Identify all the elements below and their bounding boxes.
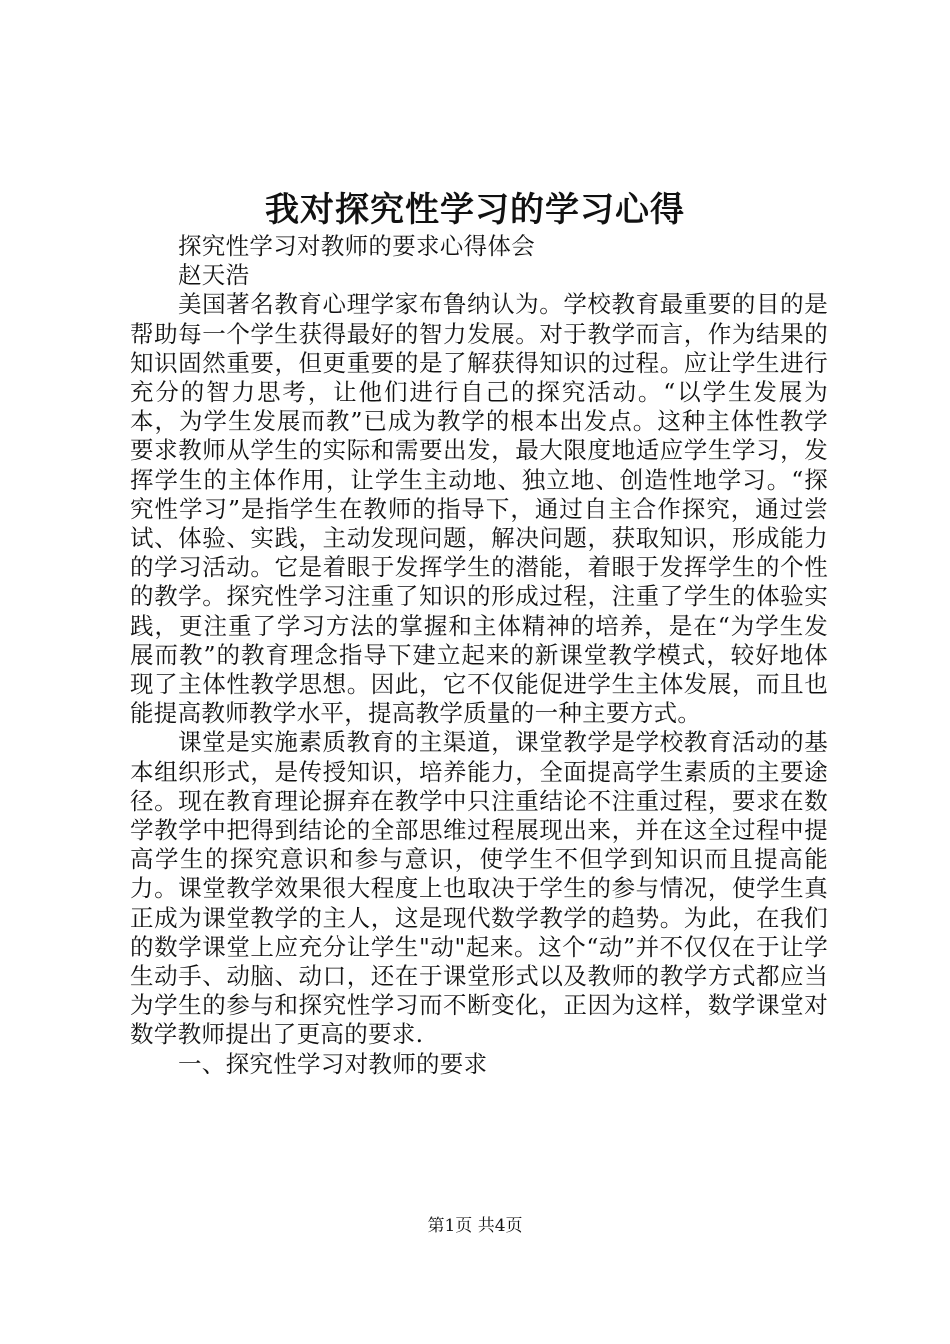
document-title: 我对探究性学习的学习心得 xyxy=(265,190,685,230)
paragraph-1: 美国著名教育心理学家布鲁纳认为。学校教育最重要的目的是帮助每一个学生获得最好的智力发展。对于教学而言，作为结果的知识固然重要，但更重要的是了解获得知识的过程。应让学生进行充分的智力思考，让他们进行自己的探究活动。“以学生发展为本，为学生发展而教”已成为教学的根本出发点。这种主体性教学要求教师从学生的实际和需要出发，最大限度地适应学生学习，发挥学生的主体作用，让学生主动地、独立地、创造性地学习。“探究性学习”是指学生在教师的指导下，通过自主合作探究，通过尝试、体验、实践，主动发现问题，解决问题，获取知识，形成能力的学习活动。它是着眼于发挥学生的潜能，着眼于发挥学生的个性的教学。探究性学习注重了知识的形成过程，注重了学生的体验实践，更注重了学习方法的掌握和主体精神的培养，是在“为学生发展而教”的教育理念指导下建立起来的新课堂教学模式，较好地体现了主体性教学思想。因此，它不仅能促进学生主体发展，而且也能提高教师教学水平，提高教学质量的一种主要方式。 xyxy=(130,290,828,728)
document-subtitle: 探究性学习对教师的要求心得体会 xyxy=(178,232,535,260)
document-author: 赵天浩 xyxy=(178,261,250,290)
page-footer: 第1页 共4页 xyxy=(427,1216,523,1236)
document-body xyxy=(130,232,828,1079)
section-heading: 一、探究性学习对教师的要求 xyxy=(178,1049,488,1078)
paragraph-2: 课堂是实施素质教育的主渠道，课堂教学是学校教育活动的基本组织形式，是传授知识，培养能力，全面提高学生素质的主要途径。现在教育理论摒弃在教学中只注重结论不注重过程，要求在数学教学中把得到结论的全部思维过程展现出来，并在这全过程中提高学生的探究意识和参与意识，使学生不但学到知识而且提高能力。课堂教学效果很大程度上也取决于学生的参与情况，使学生真正成为课堂教学的主人，这是现代数学教学的趋势。为此，在我们的数学课堂上应充分让学生"动"起来。这个“动”并不仅仅在于让学生动手、动脑、动口，还在于课堂形式以及教师的教学方式都应当为学生的参与和探究性学习而不断变化，正因为这样，数学课堂对数学教师提出了更高的要求. xyxy=(130,728,828,1049)
